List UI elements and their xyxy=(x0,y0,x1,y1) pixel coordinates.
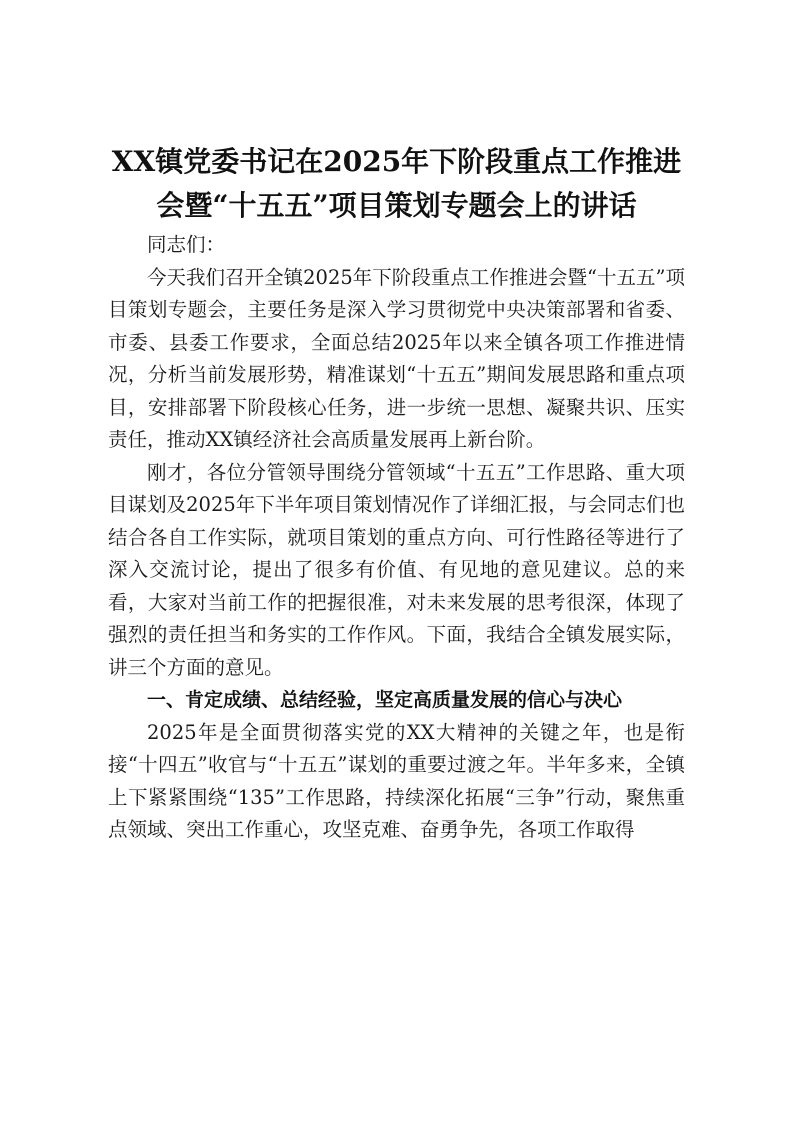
paragraph-reports-summary: 刚才，各位分管领导围绕分管领域“十五五”工作思路、重大项目谋划及2025年下半年项目策划情况作了详细汇报，与会同志们也结合各自工作实际，就项目策划的重点方向、可行性路径等进行了深入交流讨论，提出了很多有价值、有见地的意见建议。总的来看，大家对当前工作的把握很准，对未来发展的思考很深，体现了强烈的责任担当和务实的工作作风。下面，我结合全镇发展实际，讲三个方面的意见。 xyxy=(108,460,685,679)
paragraph-opening: 今天我们召开全镇2025年下阶段重点工作推进会暨“十五五”项目策划专题会，主要任务是深入学习贯彻党中央决策部署和省委、市委、县委工作要求，全面总结2025年以来全镇各项工作推进情况，分析当前发展形势，精准谋划“十五五”期间发展思路和重点项目，安排部署下阶段核心任务，进一步统一思想、凝聚共识、压实责任，推动XX镇经济社会高质量发展再上新台阶。 xyxy=(108,265,685,451)
salutation: 同志们： xyxy=(147,233,226,256)
section-heading-1: 一、肯定成绩、总结经验，坚定高质量发展的信心与决心 xyxy=(147,689,623,711)
document-title xyxy=(100,140,693,228)
title-line-2: 会暨“十五五”项目策划专题会上的讲话 xyxy=(156,189,637,222)
title-line-1: XX镇党委书记在2025年下阶段重点工作推进 xyxy=(111,145,682,178)
paragraph-section-1: 2025年是全面贯彻落实党的XX大精神的关键之年，也是衔接“十四五”收官与“十五五”谋划的重要过渡之年。半年多来，全镇上下紧紧围绕“135”工作思路，持续深化拓展“三争”行动，聚焦重点领域、突出工作重心，攻坚克难、奋勇争先，各项工作取得 xyxy=(108,720,685,841)
document-body xyxy=(108,229,685,847)
